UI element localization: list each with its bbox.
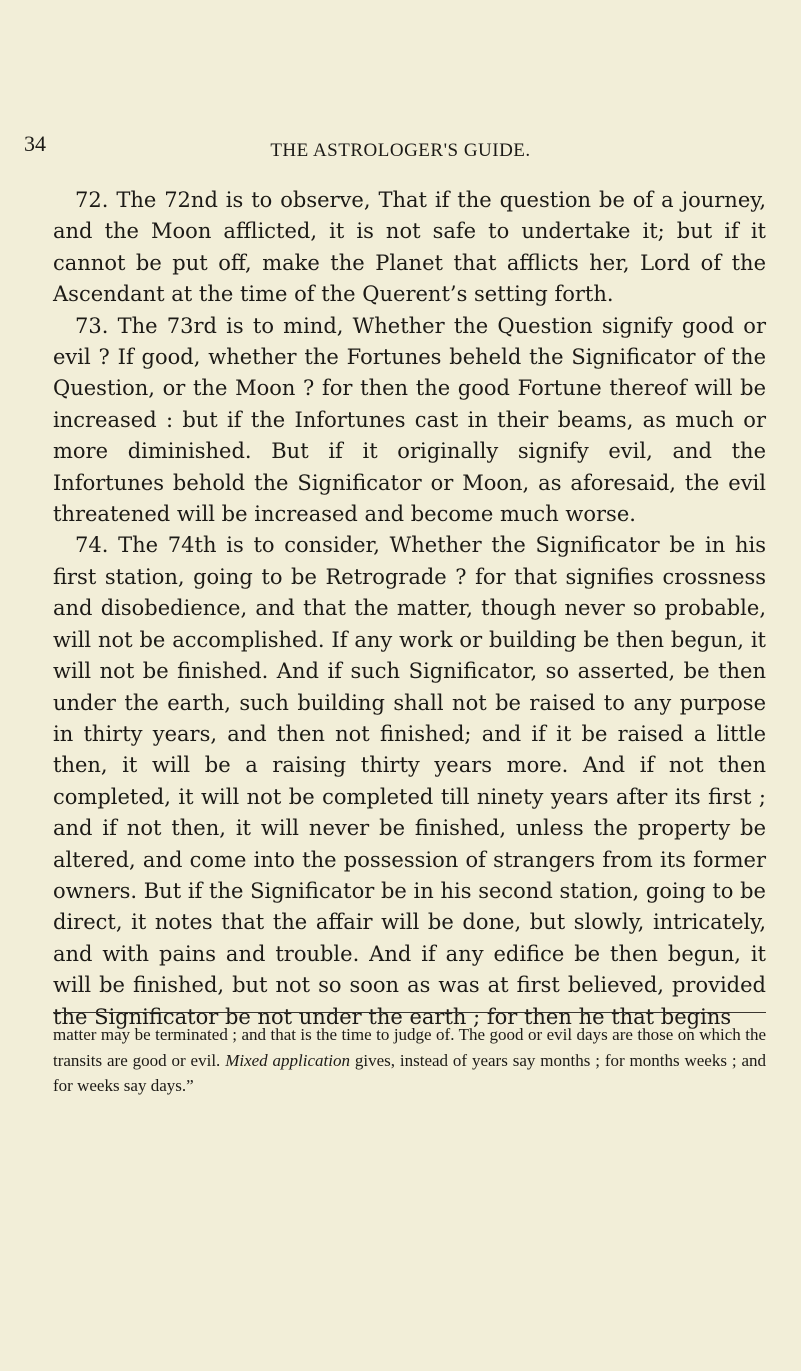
footnote-text-end: gives, instead of years say months ; for months weeks ; and for weeks say days.” xyxy=(53,1050,766,1095)
footnote-text-start: matter may be terminated ; and that is the time to judge of. The good or evil days are those on which the transits are good or evil. xyxy=(53,1025,766,1070)
paragraph-72: 72. The 72nd is to observe, That if the question be of a journey, and the Moon afflicted, it is not safe to undertake it; but if it cannot be put off, make the Planet that afflicts her, Lord of the Ascendant at the time of the Querent’s setting forth. xyxy=(53,188,766,307)
footnote-paragraph xyxy=(53,1022,766,1099)
page-number: 34 xyxy=(24,131,46,156)
running-head: THE ASTROLOGER'S GUIDE. xyxy=(270,140,531,161)
paragraph-74: 74. The 74th is to consider, Whether the Significator be in his first station, going to be Retrograde ? for that signifies crossness and disobedience, and that the matter, though never so probable, will not be accomplished. If any work or building be then begun, it will not be finished. And if such Significator, so asserted, be then under the earth, such building shall not be raised to any purpose in thirty years, and then not finished; and if it be raised a little then, it will be a raising thirty years more. And if not then completed, it will not be completed till ninety years after its first ; and if not then, it will never be finished, unless the property be altered, and come into the possession of strangers from its former owners. But if the Significator be in his second station, going to be direct, it notes that the affair will be done, but slowly, intricately, and with pains and trouble. And if any edifice be then begun, it will be finished, but not so soon as was at first believed, provided the Significator be not under the earth ; for then he that begins xyxy=(53,533,766,1029)
body-text xyxy=(53,185,766,1033)
footnote-divider xyxy=(53,1012,766,1013)
paragraph-73: 73. The 73rd is to mind, Whether the Question signify good or evil ? If good, whether the Fortunes beheld the Significator of the Question, or the Moon ? for then the good Fortune thereof will be increased : but if the Infortunes cast in their beams, as much or more diminished. But if it originally signify evil, and the Infortunes behold the Significator or Moon, as aforesaid, the evil threatened will be increased and become much worse. xyxy=(53,313,766,527)
footnote xyxy=(53,1022,766,1099)
footnote-italic-term: Mixed application xyxy=(225,1050,350,1070)
